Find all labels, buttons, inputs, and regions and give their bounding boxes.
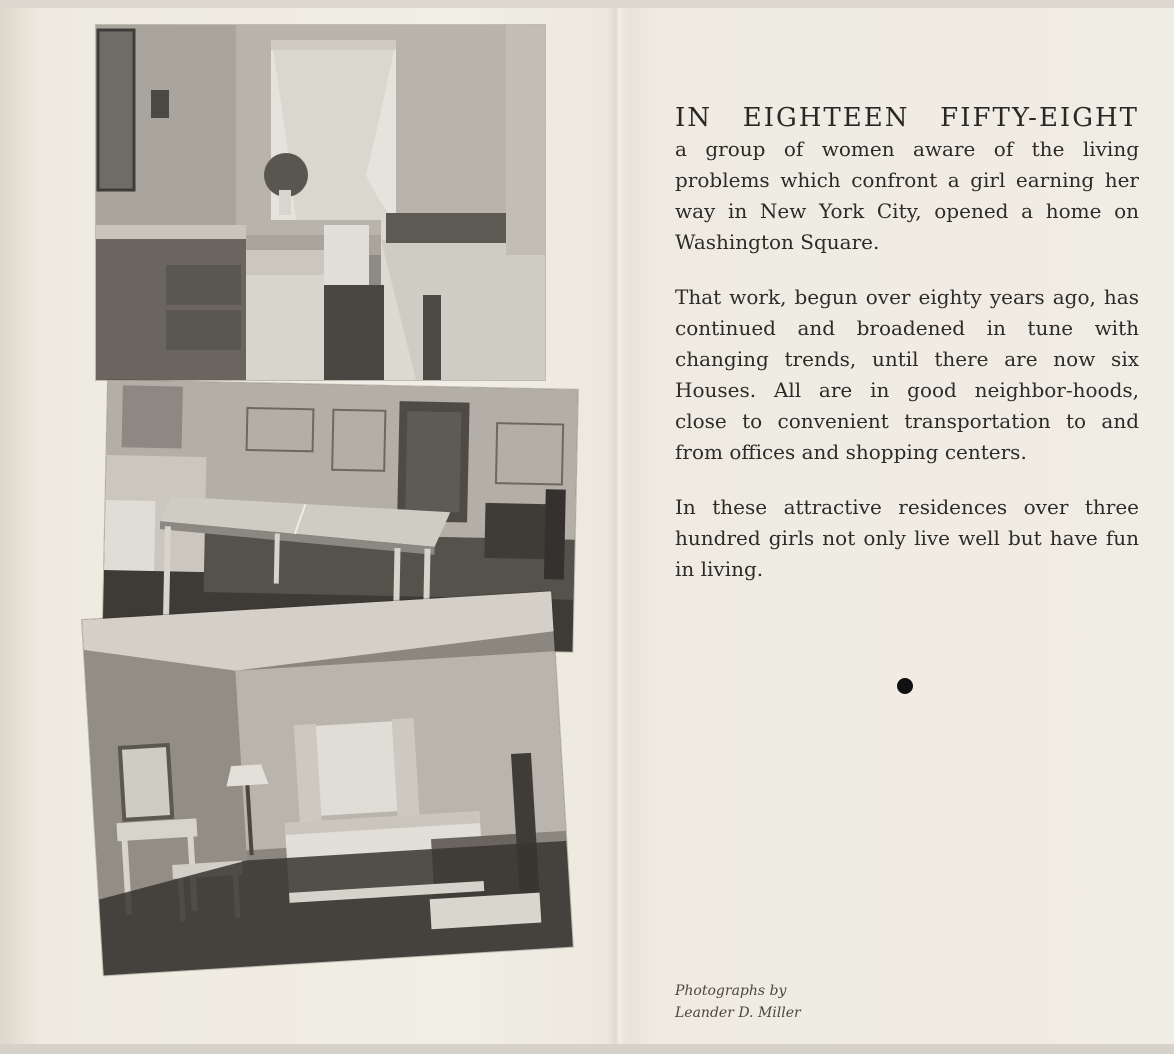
page-left-shade	[0, 8, 40, 1044]
paragraph-2: That work, begun over eighty years ago, has continued and broadened in tune with changing trends, until there are now six Houses. All are in good neighbor-hoods, close to convenient transportation to and from offices and shopping centers.	[675, 285, 1139, 464]
punch-hole-dot	[897, 678, 913, 694]
heading: IN EIGHTEEN FIFTY-EIGHT	[675, 103, 1139, 133]
page-fold	[606, 8, 628, 1044]
photo-bedroom-1	[96, 25, 545, 380]
paragraph-1: a group of women aware of the living problems which confront a girl earning her way in New York City, opened a home on Washington Square.	[675, 137, 1139, 254]
photo-credit	[675, 980, 801, 1024]
paragraph-3: In these attractive residences over three hundred girls not only live well but have fun in living.	[675, 495, 1139, 581]
page-bottom-edge	[0, 1044, 1174, 1054]
page-top-edge	[0, 0, 1174, 8]
photo-bedroom-2	[82, 591, 573, 975]
photo-credit-line-1: Photographs by	[675, 983, 787, 999]
intro-text-column	[675, 102, 1139, 585]
photo-credit-line-2: Leander D. Miller	[675, 1005, 801, 1021]
